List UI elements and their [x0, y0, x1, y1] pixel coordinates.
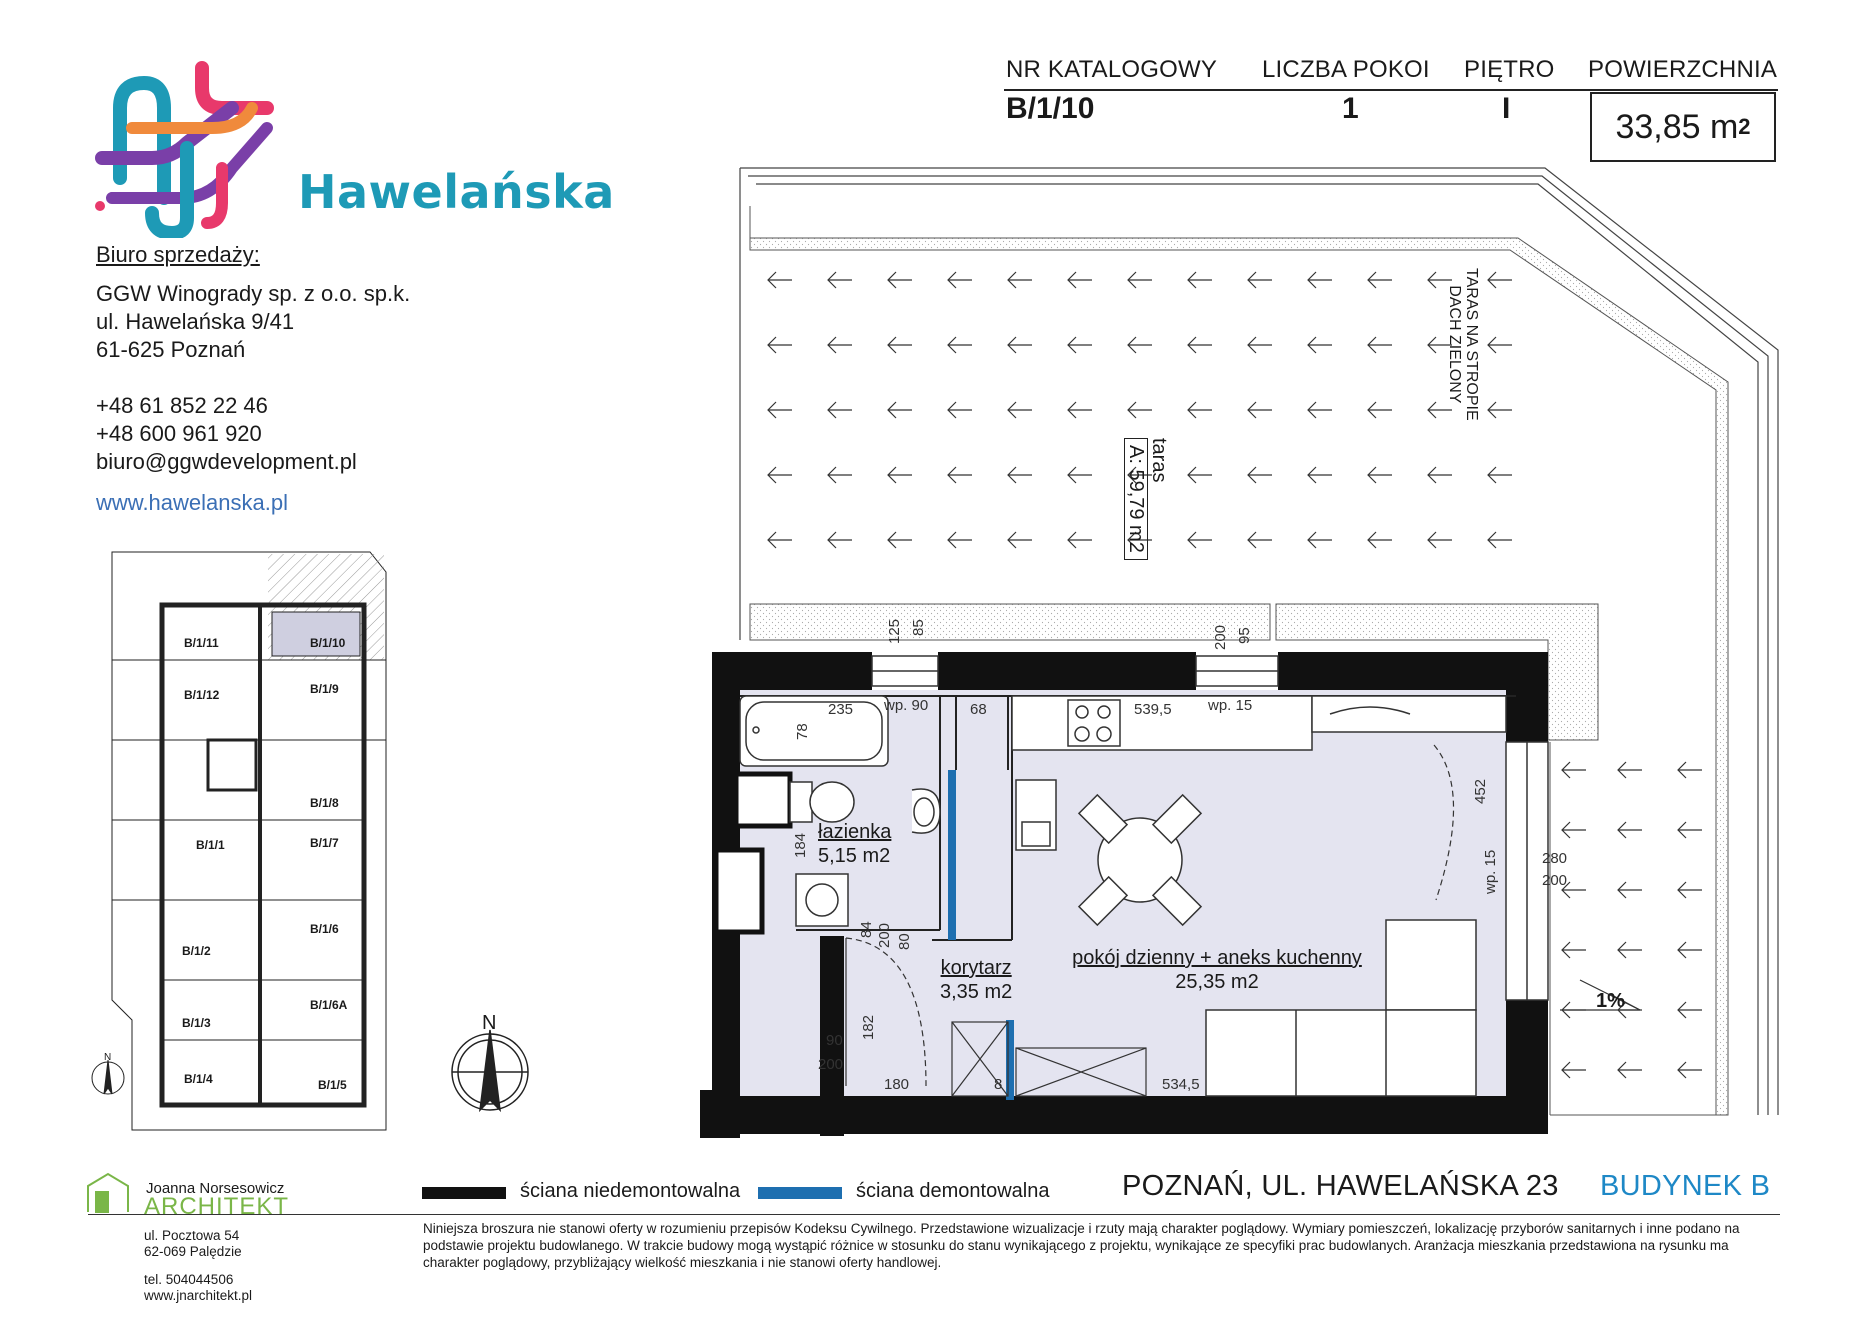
catalog-label: NR KATALOGOWY	[1006, 56, 1218, 83]
terrace-slope-arrow	[1068, 337, 1092, 353]
terrace-slope-arrow	[1248, 532, 1272, 548]
roof-line-1: TARAS NA STROPIE	[1463, 268, 1480, 421]
terrace-slope-arrow	[1618, 762, 1642, 778]
area-label: POWIERZCHNIA	[1588, 56, 1778, 83]
dim-200a: 200	[1212, 624, 1229, 650]
company-name: GGW Winogrady sp. z o.o. sp.k.	[96, 281, 411, 306]
terrace-slope-arrow	[828, 337, 852, 353]
bathroom-name: łazienka	[818, 821, 892, 843]
legend-fixed-label: ściana niedemontowalna	[520, 1180, 741, 1202]
terrace-slope-arrow	[1368, 532, 1392, 548]
terrace-slope-arrow	[1308, 402, 1332, 418]
dim-184: 184	[792, 832, 809, 858]
key-plan-compass	[92, 1060, 124, 1094]
sales-office-heading: Biuro sprzedaży:	[96, 242, 260, 267]
architect-name: Joanna Norsesowicz	[146, 1180, 285, 1197]
terrace-slope-arrow	[1008, 337, 1032, 353]
catalog-value: B/1/10	[1006, 92, 1095, 125]
footer-divider	[88, 1214, 1780, 1215]
terrace-slope-arrow	[948, 272, 972, 288]
dim-180: 180	[884, 1076, 910, 1093]
terrace-slope-arrow	[1128, 402, 1152, 418]
key-unit-label: B/1/12	[184, 688, 220, 702]
terrace-slope-arrow	[768, 272, 792, 288]
terrace-slope-arrow	[1678, 822, 1702, 838]
legend-removable-bar	[758, 1187, 842, 1199]
terrace-slope-arrow	[888, 467, 912, 483]
area-value: 33,85 m	[1615, 107, 1739, 146]
terrace-slope-arrow	[1308, 337, 1332, 353]
terrace-area: A: 59,79 m2	[1124, 438, 1148, 560]
terrace-slope-arrow	[1128, 337, 1152, 353]
terrace-slope-arrow	[768, 337, 792, 353]
dim-wp90: wp. 90	[884, 697, 929, 714]
terrace-slope-arrow	[1068, 467, 1092, 483]
terrace-slope-arrow	[768, 467, 792, 483]
terrace-slope-arrow	[1188, 467, 1212, 483]
terrace-slope-arrow	[828, 532, 852, 548]
dim-182: 182	[860, 1014, 877, 1040]
key-compass-n-label: N	[104, 1052, 112, 1063]
terrace-slope-arrow	[1678, 762, 1702, 778]
dim-84: 84	[858, 921, 875, 938]
living-room-label	[1052, 946, 1382, 994]
terrace-slope-arrow	[1618, 942, 1642, 958]
terrace-slope-arrow	[1188, 337, 1212, 353]
office-city: 61-625 Poznań	[96, 337, 246, 362]
terrace-slope-arrow	[1562, 942, 1586, 958]
terrace-slope-arrow	[1308, 272, 1332, 288]
terrace-slope-arrow	[888, 337, 912, 353]
terrace-slope-arrow	[1488, 532, 1512, 548]
terrace-slope-arrow	[1068, 532, 1092, 548]
dim-200c: 200	[876, 922, 893, 948]
terrace-name: taras	[1148, 438, 1170, 483]
terrace-slope-arrow	[1068, 272, 1092, 288]
terrace-slope-arrow	[1368, 337, 1392, 353]
dim-539: 539,5	[1134, 701, 1172, 718]
terrace-slope-arrow	[888, 402, 912, 418]
dim-95: 95	[1236, 627, 1253, 644]
dim-280: 280	[1542, 850, 1568, 867]
terrace-slope-arrow	[1008, 467, 1032, 483]
dim-8: 8	[994, 1076, 1003, 1093]
dim-125: 125	[886, 618, 903, 644]
terrace-slope-arrow	[1188, 402, 1212, 418]
terrace-slope-arrow	[888, 272, 912, 288]
corridor-name: korytarz	[940, 957, 1012, 979]
website-link[interactable]: www.hawelanska.pl	[96, 490, 288, 515]
terrace-slope-arrow	[1248, 467, 1272, 483]
dim-235: 235	[828, 701, 854, 718]
terrace-slope-arrow	[1248, 402, 1272, 418]
terrace-slope-arrow	[1188, 272, 1212, 288]
terrace-slope-arrow	[1678, 1002, 1702, 1018]
terrace-slope-arrow	[1678, 1062, 1702, 1078]
terrace-slope-arrow	[1618, 882, 1642, 898]
architect-street: ul. Pocztowa 54	[144, 1228, 240, 1243]
terrace-slope-arrow	[1308, 467, 1332, 483]
terrace-slope-arrow	[828, 467, 852, 483]
terrace-slope-arrow	[948, 532, 972, 548]
terrace-slope-arrow	[1368, 402, 1392, 418]
terrace-slope-arrow	[1678, 942, 1702, 958]
terrace-slope-arrow	[1488, 467, 1512, 483]
slope-label: 1%	[1596, 990, 1625, 1012]
key-unit-label: B/1/7	[310, 836, 339, 850]
dim-80: 80	[896, 933, 913, 950]
area-unit-sup: 2	[1738, 114, 1751, 139]
office-street: ul. Hawelańska 9/41	[96, 309, 295, 334]
architect-logo-icon	[88, 1174, 128, 1212]
terrace-slope-arrow	[828, 272, 852, 288]
corridor-label	[940, 956, 1012, 1004]
terrace-slope-arrow	[1248, 272, 1272, 288]
terrace-edge-lower	[750, 604, 1270, 640]
terrace-slope-arrow	[1562, 1062, 1586, 1078]
terrace-slope-arrow	[1068, 402, 1092, 418]
dim-534: 534,5	[1162, 1076, 1200, 1093]
terrace-slope-arrow	[1188, 532, 1212, 548]
terrace-slope-arrow	[888, 532, 912, 548]
terrace-slope-arrow	[948, 467, 972, 483]
terrace-slope-arrow	[1008, 532, 1032, 548]
dim-78: 78	[794, 723, 811, 740]
dim-wp15a: wp. 15	[1208, 697, 1253, 714]
key-unit-label: B/1/8	[310, 796, 339, 810]
dim-68: 68	[970, 701, 987, 718]
terrace-slope-arrow	[948, 402, 972, 418]
terrace-slope-arrow	[1428, 467, 1452, 483]
phone-2: +48 600 961 920	[96, 421, 262, 446]
key-unit-label-current: B/1/10	[310, 636, 346, 650]
dim-wp15b: wp. 15	[1482, 849, 1499, 894]
key-unit-label: B/1/11	[184, 636, 219, 650]
terrace-slope-arrow	[1562, 762, 1586, 778]
key-unit-label: B/1/1	[196, 838, 225, 852]
architect-website[interactable]: www.jnarchitekt.pl	[144, 1288, 253, 1303]
dim-85: 85	[910, 619, 927, 636]
dim-200d: 200	[818, 1056, 844, 1073]
terrace-slope-arrow	[1562, 822, 1586, 838]
dim-200b: 200	[1542, 872, 1568, 889]
roof-line-2: DACH ZIELONY	[1446, 285, 1463, 404]
terrace-slope-arrow	[1678, 882, 1702, 898]
terrace-slope-arrow	[828, 402, 852, 418]
roof-label	[1446, 268, 1480, 421]
terrace-slope-arrow	[948, 337, 972, 353]
key-unit-label: B/1/6	[310, 922, 339, 936]
dim-90: 90	[826, 1032, 843, 1049]
bathroom-area: 5,15 m2	[818, 845, 891, 867]
rooms-label: LICZBA POKOI	[1262, 56, 1430, 83]
terrace-slope-arrow	[1618, 822, 1642, 838]
architect-city: 62-069 Palędzie	[144, 1244, 242, 1259]
terrace-slope-arrow	[1428, 532, 1452, 548]
terrace-slope-arrow	[768, 532, 792, 548]
terrace-label	[1124, 438, 1170, 560]
key-unit-label: B/1/5	[318, 1078, 347, 1092]
terrace-slope-arrow	[1308, 532, 1332, 548]
terrace-slope-arrow	[1618, 1062, 1642, 1078]
terrace-slope-arrow	[1368, 467, 1392, 483]
bathroom-label	[818, 820, 891, 868]
terrace-slope-arrow	[1368, 272, 1392, 288]
compass-n-label: N	[482, 1012, 497, 1034]
brand-name: Hawelańska	[298, 165, 615, 219]
floor-value: I	[1502, 92, 1511, 125]
disclaimer: Niniejsza broszura nie stanowi oferty w rozumieniu przepisów Kodeksu Cywilnego. Przedstawione wizualizacje i rzuty mają charakter poglądowy. Wymiary pomieszczeń, lokalizację przyborów sanitarnych i inne podano na podstawie projektu budowlanego. W trakcie budowy mogą wystąpić różnice w stosunku do stanu wynikającego z projektu, wynikające ze specyfiki prac budowlanych. Aranżacja mieszkania przedstawiona na rysunku ma charakter poglądowy, przybliżający wielkość mieszkania i nie stanowi oferty handlowej.	[423, 1221, 1740, 1270]
key-unit-label: B/1/2	[182, 944, 211, 958]
key-unit-label: B/1/9	[310, 682, 339, 696]
terrace-slope-arrow	[768, 402, 792, 418]
corridor-area: 3,35 m2	[940, 981, 1013, 1003]
email: biuro@ggwdevelopment.pl	[96, 449, 357, 474]
dim-452: 452	[1472, 778, 1489, 804]
building-label: BUDYNEK B	[1600, 1170, 1771, 1202]
key-unit-label: B/1/4	[184, 1072, 213, 1086]
architect-phone: tel. 504044506	[144, 1272, 234, 1287]
terrace-slope-arrow	[1488, 402, 1512, 418]
architect-word: ARCHITEKT	[144, 1193, 290, 1220]
terrace-slope-arrow	[1488, 272, 1512, 288]
floor-label: PIĘTRO	[1464, 56, 1555, 83]
terrace-slope-arrow	[1128, 272, 1152, 288]
key-unit-label: B/1/3	[182, 1016, 211, 1030]
living-name: pokój dzienny + aneks kuchenny	[1072, 947, 1362, 969]
terrace-slope-arrow	[1008, 402, 1032, 418]
terrace-slope-arrow	[1488, 337, 1512, 353]
terrace-slope-arrow	[1248, 337, 1272, 353]
phone-1: +48 61 852 22 46	[96, 393, 268, 418]
north-compass-icon	[452, 1030, 528, 1110]
legend-removable-label: ściana demontowalna	[856, 1180, 1050, 1202]
location-address: POZNAŃ, UL. HAWELAŃSKA 23	[1122, 1170, 1559, 1202]
terrace-slope-arrow	[1008, 272, 1032, 288]
key-unit-label: B/1/6A	[310, 998, 348, 1012]
legend-fixed-bar	[422, 1187, 506, 1199]
rooms-value: 1	[1342, 92, 1359, 125]
living-area: 25,35 m2	[1175, 971, 1259, 993]
